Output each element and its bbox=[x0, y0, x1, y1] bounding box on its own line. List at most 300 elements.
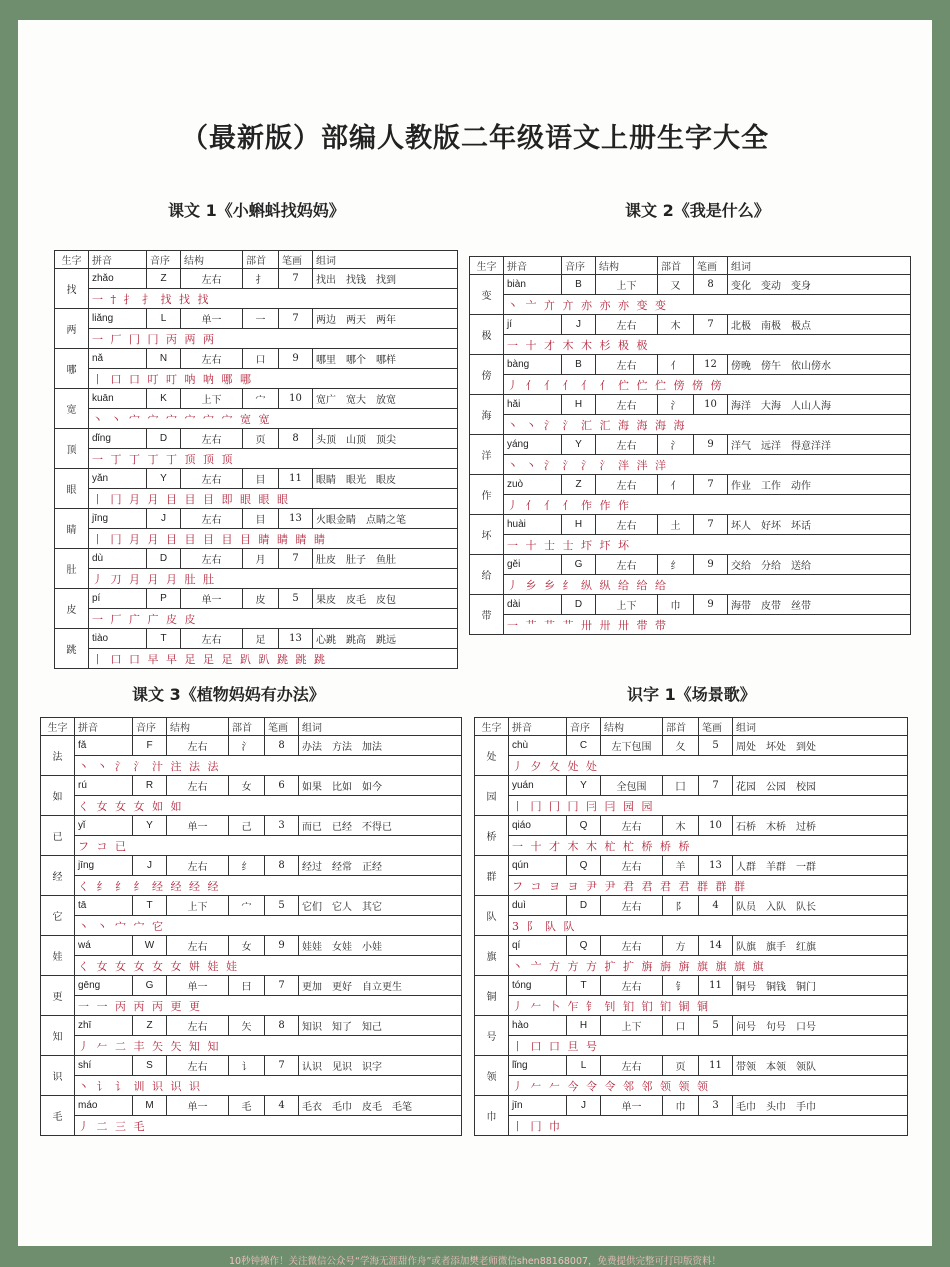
stroke-order-cell: 丨 冂 月 月 目 目 目 即 眼 眼 眼 bbox=[89, 489, 458, 509]
strokes-cell: 11 bbox=[279, 469, 313, 489]
header-cell: 音序 bbox=[562, 257, 596, 275]
stroke-order-row bbox=[475, 756, 908, 776]
stroke-order-cell: 丶 亠 方 方 方 扩 扩 旃 旃 旃 旗 旗 旗 旗 bbox=[509, 956, 908, 976]
structure-cell: 上下 bbox=[596, 275, 658, 295]
index-cell: T bbox=[567, 976, 601, 996]
stroke-order-cell: 一 丁 丁 丁 丁 顶 顶 顶 bbox=[89, 449, 458, 469]
structure-cell: 左右 bbox=[181, 429, 243, 449]
header-cell: 音序 bbox=[567, 718, 601, 736]
radical-cell: 讠 bbox=[229, 1056, 265, 1076]
stroke-order-row bbox=[55, 529, 458, 549]
structure-cell: 左右 bbox=[181, 269, 243, 289]
index-cell: Q bbox=[567, 936, 601, 956]
header-cell: 结构 bbox=[601, 718, 663, 736]
structure-cell: 左右 bbox=[181, 629, 243, 649]
table-row bbox=[55, 509, 458, 529]
table-row bbox=[470, 395, 911, 415]
radical-cell: 月 bbox=[243, 549, 279, 569]
structure-cell: 左右 bbox=[596, 475, 658, 495]
pinyin-cell: chù bbox=[509, 736, 567, 756]
index-cell: B bbox=[562, 355, 596, 375]
radical-cell: 氵 bbox=[229, 736, 265, 756]
stroke-order-cell: 一 † 扌 扌 找 找 找 bbox=[89, 289, 458, 309]
pinyin-cell: qiáo bbox=[509, 816, 567, 836]
stroke-order-cell: 丶 丶 氵 氵 汁 注 法 法 bbox=[75, 756, 462, 776]
strokes-cell: 5 bbox=[699, 1016, 733, 1036]
character-cell: 作 bbox=[470, 475, 504, 515]
words-cell: 头顶 山顶 顶尖 bbox=[313, 429, 458, 449]
radical-cell: 阝 bbox=[663, 896, 699, 916]
structure-cell: 左右 bbox=[601, 856, 663, 876]
table-row bbox=[41, 856, 462, 876]
structure-cell: 左右 bbox=[167, 1056, 229, 1076]
radical-cell: 土 bbox=[658, 515, 694, 535]
character-cell: 队 bbox=[475, 896, 509, 936]
strokes-cell: 13 bbox=[279, 509, 313, 529]
index-cell: Z bbox=[147, 269, 181, 289]
index-cell: J bbox=[147, 509, 181, 529]
stroke-order-cell: 丿 刀 月 月 月 肚 肚 bbox=[89, 569, 458, 589]
index-cell: B bbox=[562, 275, 596, 295]
stroke-order-cell: 丿 乡 乡 纟 纵 纵 给 给 给 bbox=[504, 575, 911, 595]
structure-cell: 上下 bbox=[596, 595, 658, 615]
table-row bbox=[475, 1056, 908, 1076]
strokes-cell: 7 bbox=[265, 1056, 299, 1076]
character-cell: 洋 bbox=[470, 435, 504, 475]
stroke-order-row bbox=[41, 916, 462, 936]
index-cell: R bbox=[133, 776, 167, 796]
strokes-cell: 9 bbox=[265, 936, 299, 956]
index-cell: D bbox=[147, 549, 181, 569]
character-cell: 号 bbox=[475, 1016, 509, 1056]
structure-cell: 左右 bbox=[596, 315, 658, 335]
stroke-order-cell: 丶 丶 宀 宀 宀 宀 宀 宀 宽 宽 bbox=[89, 409, 458, 429]
words-cell: 它们 它人 其它 bbox=[299, 896, 462, 916]
pinyin-cell: hǎi bbox=[504, 395, 562, 415]
structure-cell: 左右 bbox=[167, 736, 229, 756]
words-cell: 经过 经常 正经 bbox=[299, 856, 462, 876]
radical-cell: 口 bbox=[663, 1016, 699, 1036]
words-cell: 人群 羊群 一群 bbox=[733, 856, 908, 876]
pinyin-cell: huài bbox=[504, 515, 562, 535]
words-cell: 傍晚 傍午 依山傍水 bbox=[728, 355, 911, 375]
character-cell: 识 bbox=[41, 1056, 75, 1096]
table-row bbox=[475, 736, 908, 756]
pinyin-cell: pí bbox=[89, 589, 147, 609]
strokes-cell: 5 bbox=[279, 589, 313, 609]
pinyin-cell: kuān bbox=[89, 389, 147, 409]
table-row bbox=[55, 309, 458, 329]
words-cell: 队旗 旗手 红旗 bbox=[733, 936, 908, 956]
stroke-order-row bbox=[470, 335, 911, 355]
table-header-row bbox=[475, 718, 908, 736]
stroke-order-row bbox=[475, 916, 908, 936]
index-cell: Z bbox=[562, 475, 596, 495]
radical-cell: 氵 bbox=[658, 395, 694, 415]
pinyin-cell: yǐ bbox=[75, 816, 133, 836]
lesson-3-table bbox=[40, 717, 462, 1136]
table-row bbox=[470, 355, 911, 375]
header-cell: 结构 bbox=[181, 251, 243, 269]
strokes-cell: 9 bbox=[694, 555, 728, 575]
radical-cell: 纟 bbox=[658, 555, 694, 575]
strokes-cell: 9 bbox=[694, 595, 728, 615]
header-cell: 部首 bbox=[243, 251, 279, 269]
words-cell: 花园 公园 校园 bbox=[733, 776, 908, 796]
words-cell: 娃娃 女娃 小娃 bbox=[299, 936, 462, 956]
header-cell: 笔画 bbox=[699, 718, 733, 736]
stroke-order-row bbox=[470, 455, 911, 475]
stroke-order-cell: 丨 口 口 旦 号 bbox=[509, 1036, 908, 1056]
character-cell: 顶 bbox=[55, 429, 89, 469]
pinyin-cell: hào bbox=[509, 1016, 567, 1036]
character-cell: 皮 bbox=[55, 589, 89, 629]
radical-cell: 囗 bbox=[663, 776, 699, 796]
character-cell: 领 bbox=[475, 1056, 509, 1096]
header-cell: 生字 bbox=[55, 251, 89, 269]
words-cell: 交给 分给 送给 bbox=[728, 555, 911, 575]
lesson-2-table bbox=[469, 256, 911, 635]
pinyin-cell: rú bbox=[75, 776, 133, 796]
structure-cell: 单一 bbox=[181, 589, 243, 609]
stroke-order-cell: 一 十 才 木 木 杧 杧 桥 桥 桥 bbox=[509, 836, 908, 856]
words-cell: 宽广 宽大 放宽 bbox=[313, 389, 458, 409]
radical-cell: 羊 bbox=[663, 856, 699, 876]
radical-cell: 亻 bbox=[658, 475, 694, 495]
index-cell: Y bbox=[147, 469, 181, 489]
table-row bbox=[41, 736, 462, 756]
header-cell: 结构 bbox=[167, 718, 229, 736]
table-row bbox=[475, 936, 908, 956]
pinyin-cell: biàn bbox=[504, 275, 562, 295]
radical-cell: 又 bbox=[658, 275, 694, 295]
stroke-order-row bbox=[41, 836, 462, 856]
strokes-cell: 7 bbox=[694, 515, 728, 535]
radical-cell: 己 bbox=[229, 816, 265, 836]
radical-cell: 宀 bbox=[243, 389, 279, 409]
pinyin-cell: gěi bbox=[504, 555, 562, 575]
words-cell: 海洋 大海 人山人海 bbox=[728, 395, 911, 415]
radical-cell: 钅 bbox=[663, 976, 699, 996]
character-cell: 两 bbox=[55, 309, 89, 349]
radical-cell: 目 bbox=[243, 509, 279, 529]
character-cell: 带 bbox=[470, 595, 504, 635]
stroke-order-row bbox=[55, 489, 458, 509]
structure-cell: 左右 bbox=[181, 469, 243, 489]
strokes-cell: 7 bbox=[279, 549, 313, 569]
index-cell: Q bbox=[567, 856, 601, 876]
index-cell: D bbox=[567, 896, 601, 916]
paper-sheet bbox=[18, 20, 932, 1246]
stroke-order-row bbox=[41, 1076, 462, 1096]
index-cell: Z bbox=[133, 1016, 167, 1036]
stroke-order-row bbox=[55, 329, 458, 349]
structure-cell: 左右 bbox=[181, 549, 243, 569]
structure-cell: 左下包围 bbox=[601, 736, 663, 756]
character-cell: 睛 bbox=[55, 509, 89, 549]
words-cell: 知识 知了 知己 bbox=[299, 1016, 462, 1036]
stroke-order-cell: 丨 冂 月 月 目 目 目 目 目 睛 睛 睛 睛 bbox=[89, 529, 458, 549]
stroke-order-cell: く 女 女 女 如 如 bbox=[75, 796, 462, 816]
header-cell: 拼音 bbox=[504, 257, 562, 275]
words-cell: 队员 入队 队长 bbox=[733, 896, 908, 916]
structure-cell: 左右 bbox=[601, 816, 663, 836]
structure-cell: 左右 bbox=[596, 515, 658, 535]
radical-cell: 扌 bbox=[243, 269, 279, 289]
stroke-order-row bbox=[475, 836, 908, 856]
character-cell: 处 bbox=[475, 736, 509, 776]
words-cell: 如果 比如 如今 bbox=[299, 776, 462, 796]
stroke-order-row bbox=[475, 996, 908, 1016]
stroke-order-row bbox=[55, 449, 458, 469]
table-row bbox=[470, 435, 911, 455]
words-cell: 海带 皮带 丝带 bbox=[728, 595, 911, 615]
radical-cell: 皮 bbox=[243, 589, 279, 609]
words-cell: 果皮 皮毛 皮包 bbox=[313, 589, 458, 609]
structure-cell: 单一 bbox=[181, 309, 243, 329]
strokes-cell: 7 bbox=[279, 309, 313, 329]
pinyin-cell: wá bbox=[75, 936, 133, 956]
words-cell: 北极 南极 极点 bbox=[728, 315, 911, 335]
header-cell: 音序 bbox=[147, 251, 181, 269]
character-cell: 傍 bbox=[470, 355, 504, 395]
header-cell: 组词 bbox=[299, 718, 462, 736]
radical-cell: 矢 bbox=[229, 1016, 265, 1036]
structure-cell: 单一 bbox=[167, 976, 229, 996]
header-cell: 拼音 bbox=[89, 251, 147, 269]
stroke-order-cell: 丶 丶 氵 氵 氵 氵 泮 泮 洋 bbox=[504, 455, 911, 475]
stroke-order-row bbox=[41, 876, 462, 896]
strokes-cell: 14 bbox=[699, 936, 733, 956]
words-cell: 毛巾 头巾 手巾 bbox=[733, 1096, 908, 1116]
radical-cell: 女 bbox=[229, 776, 265, 796]
lesson-1-title: 课文 1《小蝌蚪找妈妈》 bbox=[168, 201, 345, 220]
radical-cell: 氵 bbox=[658, 435, 694, 455]
header-cell: 笔画 bbox=[694, 257, 728, 275]
character-cell: 更 bbox=[41, 976, 75, 1016]
stroke-order-cell: 丿 亻 亻 亻 亻 亻 伫 伫 伫 傍 傍 傍 bbox=[504, 375, 911, 395]
structure-cell: 左右 bbox=[596, 435, 658, 455]
stroke-order-cell: 3 阝 队 队 bbox=[509, 916, 908, 936]
character-cell: 极 bbox=[470, 315, 504, 355]
index-cell: H bbox=[567, 1016, 601, 1036]
index-cell: N bbox=[147, 349, 181, 369]
structure-cell: 左右 bbox=[601, 976, 663, 996]
stroke-order-row bbox=[55, 289, 458, 309]
stroke-order-row bbox=[470, 375, 911, 395]
stroke-order-cell: 丨 口 口 早 早 足 足 足 趴 趴 跳 跳 跳 bbox=[89, 649, 458, 669]
header-cell: 组词 bbox=[313, 251, 458, 269]
stroke-order-cell: 丨 口 口 叮 叮 呐 呐 哪 哪 bbox=[89, 369, 458, 389]
strokes-cell: 4 bbox=[265, 1096, 299, 1116]
stroke-order-row bbox=[470, 575, 911, 595]
table-row bbox=[55, 469, 458, 489]
character-cell: 知 bbox=[41, 1016, 75, 1056]
stroke-order-row bbox=[475, 1036, 908, 1056]
header-cell: 音序 bbox=[133, 718, 167, 736]
index-cell: T bbox=[133, 896, 167, 916]
header-cell: 生字 bbox=[475, 718, 509, 736]
strokes-cell: 13 bbox=[699, 856, 733, 876]
words-cell: 认识 见识 识字 bbox=[299, 1056, 462, 1076]
table-header-row bbox=[41, 718, 462, 736]
lesson-1-table bbox=[54, 250, 458, 669]
stroke-order-cell: 丨 冂 巾 bbox=[509, 1116, 908, 1136]
words-cell: 找出 找钱 找到 bbox=[313, 269, 458, 289]
stroke-order-cell: 丿 二 三 毛 bbox=[75, 1116, 462, 1136]
table-row bbox=[470, 515, 911, 535]
table-row bbox=[41, 976, 462, 996]
character-cell: 如 bbox=[41, 776, 75, 816]
structure-cell: 全包围 bbox=[601, 776, 663, 796]
pinyin-cell: jīn bbox=[509, 1096, 567, 1116]
pinyin-cell: máo bbox=[75, 1096, 133, 1116]
index-cell: L bbox=[147, 309, 181, 329]
structure-cell: 上下 bbox=[601, 1016, 663, 1036]
strokes-cell: 7 bbox=[694, 475, 728, 495]
strokes-cell: 5 bbox=[265, 896, 299, 916]
strokes-cell: 7 bbox=[694, 315, 728, 335]
radical-cell: 巾 bbox=[658, 595, 694, 615]
pinyin-cell: nǎ bbox=[89, 349, 147, 369]
index-cell: Y bbox=[562, 435, 596, 455]
words-cell: 毛衣 毛巾 皮毛 毛笔 bbox=[299, 1096, 462, 1116]
strokes-cell: 8 bbox=[265, 856, 299, 876]
strokes-cell: 8 bbox=[265, 1016, 299, 1036]
lesson-4-title: 识字 1《场景歌》 bbox=[627, 685, 756, 704]
table-row bbox=[470, 475, 911, 495]
radical-cell: 页 bbox=[243, 429, 279, 449]
table-row bbox=[41, 776, 462, 796]
stroke-order-row bbox=[55, 569, 458, 589]
strokes-cell: 4 bbox=[699, 896, 733, 916]
strokes-cell: 6 bbox=[265, 776, 299, 796]
stroke-order-cell: フ コ 已 bbox=[75, 836, 462, 856]
header-cell: 生字 bbox=[470, 257, 504, 275]
character-cell: 眼 bbox=[55, 469, 89, 509]
header-cell: 组词 bbox=[733, 718, 908, 736]
pinyin-cell: duì bbox=[509, 896, 567, 916]
words-cell: 而已 已经 不得已 bbox=[299, 816, 462, 836]
character-cell: 找 bbox=[55, 269, 89, 309]
character-cell: 变 bbox=[470, 275, 504, 315]
header-cell: 拼音 bbox=[509, 718, 567, 736]
structure-cell: 左右 bbox=[601, 896, 663, 916]
structure-cell: 左右 bbox=[181, 349, 243, 369]
table-row bbox=[475, 976, 908, 996]
strokes-cell: 11 bbox=[699, 976, 733, 996]
header-cell: 笔画 bbox=[265, 718, 299, 736]
character-cell: 巾 bbox=[475, 1096, 509, 1136]
table-row bbox=[41, 896, 462, 916]
table-row bbox=[475, 776, 908, 796]
header-cell: 笔画 bbox=[279, 251, 313, 269]
strokes-cell: 8 bbox=[265, 736, 299, 756]
words-cell: 坏人 好坏 坏话 bbox=[728, 515, 911, 535]
pinyin-cell: fǎ bbox=[75, 736, 133, 756]
strokes-cell: 9 bbox=[279, 349, 313, 369]
character-cell: 铜 bbox=[475, 976, 509, 1016]
stroke-order-row bbox=[475, 1116, 908, 1136]
index-cell: H bbox=[562, 395, 596, 415]
strokes-cell: 11 bbox=[699, 1056, 733, 1076]
stroke-order-cell: 丿 𠂉 𠂉 今 令 令 邻 邻 领 领 领 bbox=[509, 1076, 908, 1096]
pinyin-cell: gēng bbox=[75, 976, 133, 996]
strokes-cell: 12 bbox=[694, 355, 728, 375]
stroke-order-row bbox=[470, 615, 911, 635]
words-cell: 石桥 木桥 过桥 bbox=[733, 816, 908, 836]
pinyin-cell: tiào bbox=[89, 629, 147, 649]
lesson-4-table bbox=[474, 717, 908, 1136]
radical-cell: 口 bbox=[243, 349, 279, 369]
table-header-row bbox=[55, 251, 458, 269]
stroke-order-cell: 一 十 才 木 木 杉 极 极 bbox=[504, 335, 911, 355]
stroke-order-row bbox=[470, 495, 911, 515]
table-row bbox=[41, 1096, 462, 1116]
stroke-order-row bbox=[41, 956, 462, 976]
table-row bbox=[55, 589, 458, 609]
stroke-order-row bbox=[41, 996, 462, 1016]
words-cell: 火眼金睛 点睛之笔 bbox=[313, 509, 458, 529]
pinyin-cell: lǐng bbox=[509, 1056, 567, 1076]
stroke-order-cell: 丿 夕 夂 处 处 bbox=[509, 756, 908, 776]
words-cell: 作业 工作 动作 bbox=[728, 475, 911, 495]
index-cell: D bbox=[562, 595, 596, 615]
table-row bbox=[475, 856, 908, 876]
stroke-order-cell: 丿 𠂉 二 丰 矢 矢 知 知 bbox=[75, 1036, 462, 1056]
header-cell: 结构 bbox=[596, 257, 658, 275]
character-cell: 给 bbox=[470, 555, 504, 595]
pinyin-cell: tóng bbox=[509, 976, 567, 996]
table-row bbox=[55, 269, 458, 289]
strokes-cell: 13 bbox=[279, 629, 313, 649]
stroke-order-row bbox=[475, 876, 908, 896]
pinyin-cell: zuò bbox=[504, 475, 562, 495]
table-row bbox=[41, 1056, 462, 1076]
stroke-order-cell: く 女 女 女 女 女 妌 娃 娃 bbox=[75, 956, 462, 976]
stroke-order-row bbox=[55, 369, 458, 389]
table-row bbox=[475, 1016, 908, 1036]
radical-cell: 一 bbox=[243, 309, 279, 329]
table-row bbox=[55, 549, 458, 569]
index-cell: K bbox=[147, 389, 181, 409]
character-cell: 宽 bbox=[55, 389, 89, 429]
words-cell: 肚皮 肚子 鱼肚 bbox=[313, 549, 458, 569]
words-cell: 铜号 铜钱 铜门 bbox=[733, 976, 908, 996]
character-cell: 已 bbox=[41, 816, 75, 856]
radical-cell: 女 bbox=[229, 936, 265, 956]
structure-cell: 左右 bbox=[601, 936, 663, 956]
stroke-order-row bbox=[55, 609, 458, 629]
structure-cell: 左右 bbox=[167, 856, 229, 876]
structure-cell: 单一 bbox=[167, 816, 229, 836]
table-row bbox=[475, 816, 908, 836]
table-row bbox=[55, 429, 458, 449]
pinyin-cell: dài bbox=[504, 595, 562, 615]
table-row bbox=[470, 275, 911, 295]
character-cell: 经 bbox=[41, 856, 75, 896]
strokes-cell: 3 bbox=[699, 1096, 733, 1116]
index-cell: Y bbox=[567, 776, 601, 796]
index-cell: H bbox=[562, 515, 596, 535]
structure-cell: 左右 bbox=[596, 355, 658, 375]
structure-cell: 左右 bbox=[596, 395, 658, 415]
index-cell: W bbox=[133, 936, 167, 956]
index-cell: C bbox=[567, 736, 601, 756]
stroke-order-row bbox=[470, 535, 911, 555]
radical-cell: 页 bbox=[663, 1056, 699, 1076]
index-cell: D bbox=[147, 429, 181, 449]
